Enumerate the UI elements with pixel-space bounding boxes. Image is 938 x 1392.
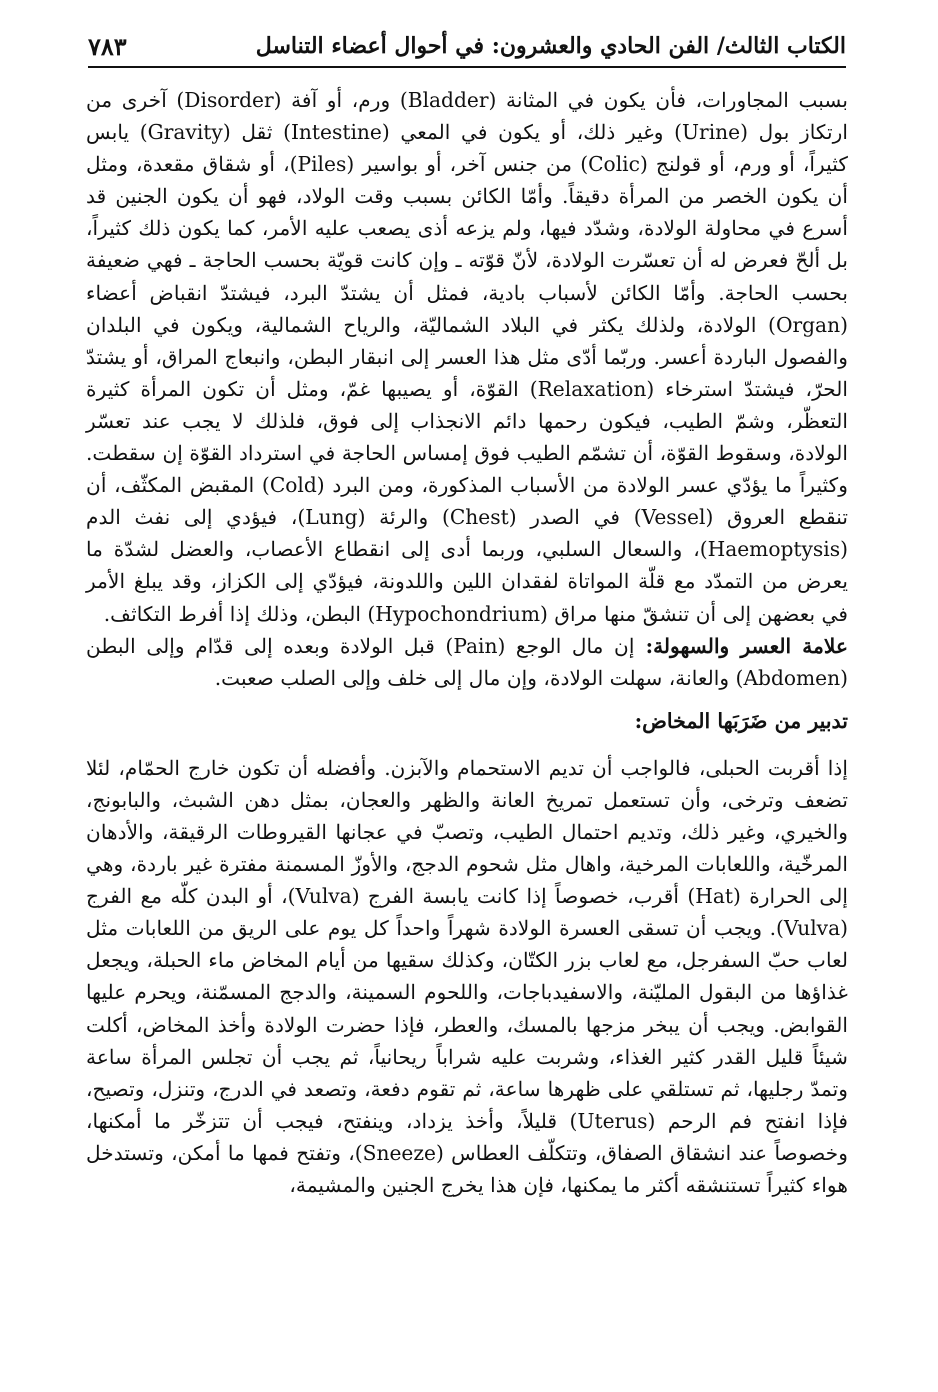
lead-colon: : (634, 633, 654, 658)
page-number: ٧٨٣ (88, 31, 127, 61)
paragraph-signs-lead: علامة العسر والسهولة (653, 633, 848, 658)
section-heading: تدبير من ضَرَبَها المخاض: (634, 708, 848, 733)
page-header (88, 26, 846, 68)
paragraph-signs-text: إن مال الوجع (Pain) قبل الولادة وبعده إلى قدّام وإلى البطن (Abdomen) والعانة، سهلت الولادة، وإن مال إلى خلف وإلى الصلب صعبت. (86, 633, 848, 690)
page-body (86, 84, 848, 1201)
paragraph-signs (86, 630, 848, 694)
paragraph-causes: بسبب المجاورات، فأن يكون في المثانة (Bladder) ورم، أو آفة (Disorder) آخرى من ارتكاز بول (Urine) وغير ذلك، أو يكون في المعي (Intestine) ثقل (Gravity) يابس كثيراً، أو ورم، أو قولنج (Colic) من جنس آخر، أو بواسير (Piles)، أو شقاق مقعدة، ومثل أن يكون الخصر من المرأة دقيقاً. وأمّا الكائن بسبب وقت الولاد، فهو أن يكون الجنين قد أسرع في محاولة الولادة، وشدّد فيها، ولم يزعه أذى يصعب عليه الأمر، كما يكون ذلك كثيراً، بل ألحّ فعرض له أن تعسّرت الولادة، لأنّ قوّته ـ وإن كانت قويّة بحسب الحاجة ـ فهي ضعيفة بحسب الحاجة. وأمّا الكائن لأسباب بادية، فمثل أن يشتدّ البرد، فيشتدّ انقباض أعضاء (Organ) الولادة، ولذلك يكثر في البلاد الشماليّة، والرياح الشمالية، ويكون في البلدان والفصول الباردة أعسر. وربّما أدّى مثل هذا العسر إلى انبقار البطن، وانبعاج المراق، أو يشتدّ الحرّ، فيشتدّ استرخاء (Relaxation) القوّة، أو يصيبها غمّ، ومثل أن تكون المرأة كثيرة التعظّر، وشمّ الطيب، فيكون رحمها دائم الانجذاب إلى فوق، فلذلك لا يجب عند تعسّر الولادة، وسقوط القوّة، أن تشمّم الطيب فوق إمساس الحاجة في استرداد القوّة إن سقطت. وكثيراً ما يؤدّي عسر الولادة من الأسباب المذكورة، ومن البرد (Cold) المقبض المكثّف، أن تنقطع العروق (Vessel) في الصدر (Chest) والرئة (Lung)، فيؤدي إلى نفث الدم (Haemoptysis)، والسعال السلبي، وربما أدى إلى انقطاع الأعصاب، والعضل لشدّة ما يعرض من التمدّد مع قلّة المواتاة لفقدان اللين واللدونة، فيؤدّي إلى الكزاز، وقد يبلغ الأمر في بعضهن إلى أن تنشقّ منها مراق (Hypochondrium) البطن، وذلك إذا أفرط التكاثف. (86, 88, 849, 626)
paragraph-management: إذا أقربت الحبلى، فالواجب أن تديم الاستحمام والآبزن. وأفضله أن تكون خارج الحمّام، لئلا تضعف وترخى، وأن تستعمل تمريخ العانة والظهر والعجان، بمثل دهن الشبث، والبابونج، والخيري، وغير ذلك، وتديم احتمال الطيب، وتصبّ في عجانها القيروطات الرقيقة، والأدهان المرخّية، واللعابات المرخية، واهال مثل شحوم الدجج، والأوزّ المسمنة مفترة غير باردة، وهي إلى الحرارة (Hat) أقرب، خصوصاً إذا كانت يابسة الفرج (Vulva)، أو البدن كلّه مع الفرج (Vulva). ويجب أن تسقى العسرة الولادة شهراً واحداً كل يوم على الريق من اللعابات مثل لعاب حبّ السفرجل، مع لعاب بزر الكتّان، وكذلك سقيها من أيام المخاض ماء الحبلة، ويجعل غذاؤها من البقول المليّنة، والاسفيدباجات، واللحوم السمينة، والدجج المسمّنة، ويحرم عليها القوابض. ويجب أن يبخر مزجها بالمسك، والعطر، فإذا حضرت الولادة وأخذ المخاض، أكلت شيئاً قليل القدر كثير الغذاء، وشربت عليه شراباً ريحانياً، ثم يجب أن تجلس المرأة ساعة وتمدّ رجليها، ثم تستلقي على ظهرها ساعة، ثم تقوم دفعة، وتصعد في الدرج، وتنزل، وتصيح، فإذا انفتح فم الرحم (Uterus) قليلاً، وأخذ يزداد، وينفتح، فيجب أن تتزخّر ما أمكنها، وخصوصاً عند انشقاق الصفاق، وتتكلّف العطاس (Sneeze)، وتفتح فمها ما أمكن، وتستدخل هواء كثيراً تستنشقه أكثر ما يمكنها، فإن هذا يخرج الجنين والمشيمة، (86, 755, 848, 1197)
running-head: الكتاب الثالث/ الفن الحادي والعشرون: في أحوال أعضاء التناسل (255, 33, 846, 59)
